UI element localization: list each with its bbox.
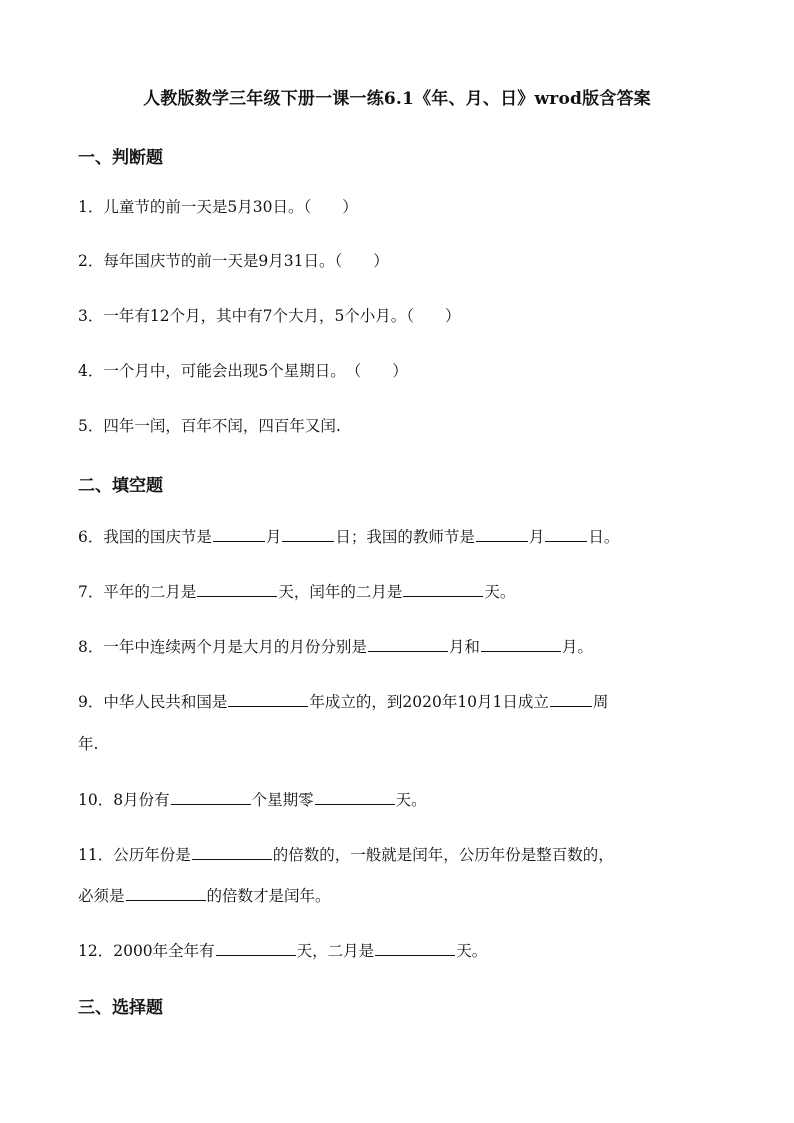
answer-blank[interactable] (403, 580, 483, 597)
question-5: 5．四年一闰，百年不闰，四百年又闰. (78, 417, 341, 435)
question-9 (78, 690, 608, 713)
answer-blank[interactable] (375, 939, 455, 956)
section-heading-true-false: 一、判断题 (78, 148, 163, 168)
question-10-text-c: 天。 (395, 791, 427, 809)
answer-blank[interactable] (126, 884, 206, 901)
question-6-text-a: 6．我国的国庆节是 (78, 528, 212, 546)
document-title: 人教版数学三年级下册一课一练6.1《年、月、日》wrod版含答案 (143, 89, 651, 109)
question-7-text-c: 天。 (484, 583, 516, 601)
answer-blank[interactable] (550, 690, 592, 707)
section-heading-multiple-choice: 三、选择题 (78, 998, 163, 1018)
question-4: 4．一个月中，可能会出现5个星期日。 （ ） (78, 362, 408, 380)
answer-blank[interactable] (216, 939, 296, 956)
question-8 (78, 635, 593, 658)
question-1: 1．儿童节的前一天是5月30日。（ ） (78, 198, 358, 216)
question-10-text-a: 10．8月份有 (78, 791, 170, 809)
answer-blank[interactable] (481, 635, 561, 652)
answer-blank[interactable] (476, 525, 528, 542)
question-7-text-a: 7．平年的二月是 (78, 583, 197, 601)
question-11 (78, 843, 614, 866)
question-6-text-d: 月 (528, 528, 545, 546)
question-11-text-b: 的倍数的，一般就是闰年，公历年份是整百数的， (272, 846, 614, 864)
question-6-text-c: 日；我国的教师节是 (335, 528, 475, 546)
question-8-text-c: 月。 (561, 638, 593, 656)
answer-blank[interactable] (368, 635, 448, 652)
question-9-text-a: 9．中华人民共和国是 (78, 693, 228, 711)
section-heading-fill-blank: 二、填空题 (78, 476, 163, 496)
question-11-text-a: 11．公历年份是 (78, 846, 191, 864)
question-9-text-b: 年成立的，到2020年10月1日成立 (309, 693, 549, 711)
question-8-text-a: 8．一年中连续两个月是大月的月份分别是 (78, 638, 367, 656)
answer-blank[interactable] (282, 525, 334, 542)
answer-blank[interactable] (545, 525, 587, 542)
answer-blank[interactable] (171, 788, 251, 805)
answer-blank[interactable] (315, 788, 395, 805)
question-6-text-b: 月 (265, 528, 282, 546)
question-10-text-b: 个星期零 (251, 791, 314, 809)
question-12-text-a: 12．2000年全年有 (78, 942, 215, 960)
answer-blank[interactable] (213, 525, 265, 542)
question-10 (78, 788, 427, 811)
answer-blank[interactable] (228, 690, 308, 707)
question-12-text-b: 天，二月是 (296, 942, 375, 960)
question-3: 3．一年有12个月，其中有7个大月，5个小月。（ ） (78, 307, 461, 325)
answer-blank[interactable] (197, 580, 277, 597)
question-11-text-c: 必须是 (78, 887, 125, 905)
question-12 (78, 939, 487, 962)
question-2: 2．每年国庆节的前一天是9月31日。（ ） (78, 252, 389, 270)
question-12-text-c: 天。 (456, 942, 488, 960)
question-11-text-d: 的倍数才是闰年。 (206, 887, 331, 905)
question-7 (78, 580, 515, 603)
question-6-text-e: 日。 (588, 528, 620, 546)
question-9-text-c: 周 (592, 693, 609, 711)
question-8-text-b: 月和 (448, 638, 480, 656)
question-7-text-b: 天，闰年的二月是 (278, 583, 403, 601)
question-6 (78, 525, 619, 548)
question-11-continued (78, 884, 331, 907)
answer-blank[interactable] (192, 843, 272, 860)
question-9-continued: 年. (78, 735, 99, 753)
